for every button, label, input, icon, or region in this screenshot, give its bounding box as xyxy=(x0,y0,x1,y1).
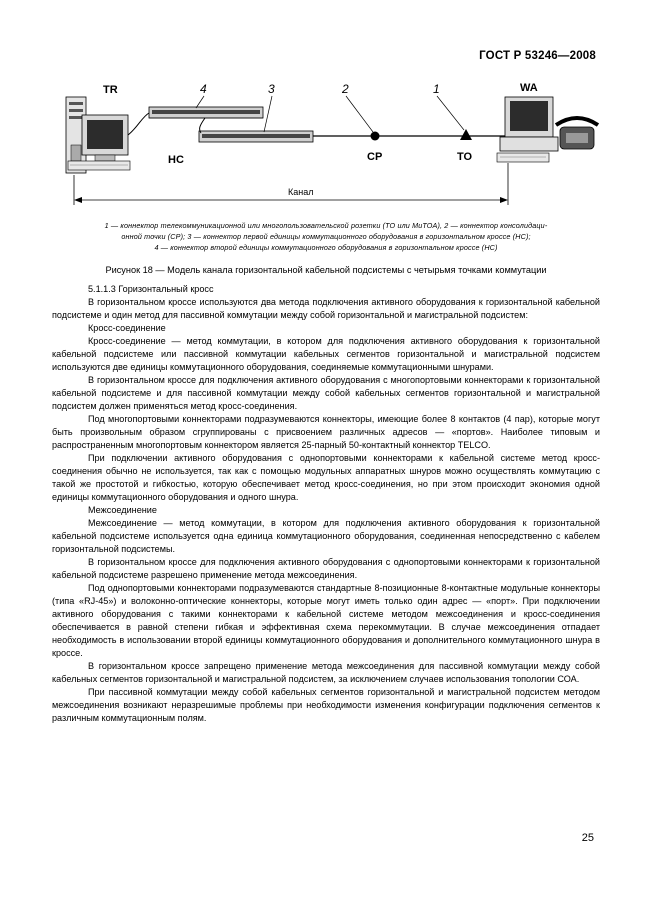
callout-1: 1 xyxy=(433,82,440,96)
channel-model-diagram xyxy=(0,75,646,215)
callout-2: 2 xyxy=(342,82,349,96)
legend-line: 1 — коннектор телекоммуникационной или многопользовательской розетки (ТО или MuTOA), 2 — коннектор консолидаци- xyxy=(104,221,548,230)
cp-connector-icon xyxy=(371,132,380,141)
paragraph: Под однопортовыми коннекторами подразумеваются стандартные 8-позиционные 8-контактные модульные коннекторы (типа «RJ-45») и волоконно-оптические коннекторы, которые могут иметь только один адрес — «порт». При подключении активного оборудования с такими коннекторами к кабельной системе методом межсоединения и кросс-соединения обеспечивается в равной степени гибкая и эффективная схема перекоммутации. В случае межсоединения отпадает необходимость в использовании второй единицы коммутационного оборудования и дополнительного коммутационного шнура в кроссе. xyxy=(52,583,600,658)
legend-line: онной точки (СР); 3 — коннектор первой единицы коммутационного оборудования в горизонтальном кроссе (НС); xyxy=(121,232,531,241)
tr-computer-icon xyxy=(66,97,130,173)
channel-span xyxy=(74,163,508,205)
figure-caption: Рисунок 18 — Модель канала горизонтальной кабельной подсистемы с четырьмя точками коммутации xyxy=(105,265,547,275)
paragraph: Межсоединение — метод коммутации, в котором для подключения активного оборудования к горизонтальной кабельной подсистеме используется одна единица коммутационного оборудования, соединенная непосредственно с кабелем горизонтальной подсистемы. xyxy=(52,518,600,554)
paragraph: В горизонтальном кроссе используются два метода подключения активного оборудования к горизонтальной кабельной подсистеме и один метод для пассивной коммутации между собой горизонтальной и магистральной подсистем: xyxy=(52,297,600,320)
page-number: 25 xyxy=(581,832,594,844)
hc-label: HC xyxy=(168,154,184,166)
paragraph: В горизонтальном кроссе для подключения активного оборудования с однопортовыми коннекторами к горизонтальной кабельной подсистеме разрешено применение метода межсоединения. xyxy=(52,557,600,580)
standard-header: ГОСТ Р 53246—2008 xyxy=(479,50,596,62)
to-label: TO xyxy=(457,151,473,163)
phone-icon xyxy=(556,118,598,149)
tr-label: TR xyxy=(103,84,118,96)
section-heading: 5.1.1.3 Горизонтальный кросс xyxy=(88,284,214,294)
callout-3: 3 xyxy=(268,82,275,96)
paragraph: Под многопортовыми коннекторами подразумеваются коннекторы, имеющие более 8 контактов (4 пар), которые могут быть произвольным образом сгруппированы с присвоением различных адресов — «портов». Наиболее типовым и распространенным многопортовым коннектором является 25-парный 50-контактный коннектор TELCO. xyxy=(52,414,600,450)
patch-panel-3-icon xyxy=(199,131,313,142)
subheading: Кросс-соединение xyxy=(88,323,166,333)
paragraph: При пассивной коммутации между собой кабельных сегментов горизонтальной и магистральной подсистем методом межсоединения возникают неразрешимые проблемы при необходимости изменения конфигурации подключения сегментов к различным коммутационным полям. xyxy=(52,687,600,723)
cp-label: CP xyxy=(367,151,383,163)
body-text xyxy=(52,283,600,725)
wa-workstation-icon xyxy=(497,97,558,162)
subheading: Межсоединение xyxy=(88,505,157,515)
paragraph: При подключении активного оборудования с однопортовыми коннекторами к кабельной системе метод кросс-соединения обычно не используется, так как с помощью модульных аппаратных шнуров можно осуществлять коммутацию с такой же простотой и гибкостью, которую обеспечивает метод кросс-соединения, но при этом происходит экономия одной единицы коммутационного оборудования и одного шнура. xyxy=(52,453,600,502)
to-connector-icon xyxy=(460,129,472,140)
paragraph: Кросс-соединение — метод коммутации, в котором для подключения активного оборудования к горизонтальной кабельной подсистеме или пассивной коммутации кабельных сегментов горизонтальной и магистральной подсистем используются две единицы коммутационного оборудования, соединяемые коммутационными шнурами. xyxy=(52,336,600,372)
figure-legend xyxy=(52,220,600,253)
paragraph: В горизонтальном кроссе для подключения активного оборудования с многопортовыми коннекторами к горизонтальной кабельной подсистеме и для пассивной коммутации между собой кабельных сегментов горизонтальной и магистральной подсистем должен применяться метод кросс-соединения. xyxy=(52,375,600,411)
paragraph: В горизонтальном кроссе запрещено применение метода межсоединения для пассивной коммутации между собой кабельных сегментов горизонтальной и магистральной подсистем, за исключением случаев использования топологии СОА. xyxy=(52,661,600,684)
legend-line: 4 — коннектор второй единицы коммутационного оборудования в горизонтальном кроссе (НС) xyxy=(154,243,498,252)
wa-label: WA xyxy=(520,82,538,94)
channel-label: Канал xyxy=(288,187,314,197)
patch-panel-4-icon xyxy=(149,107,263,118)
callout-4: 4 xyxy=(200,82,207,96)
